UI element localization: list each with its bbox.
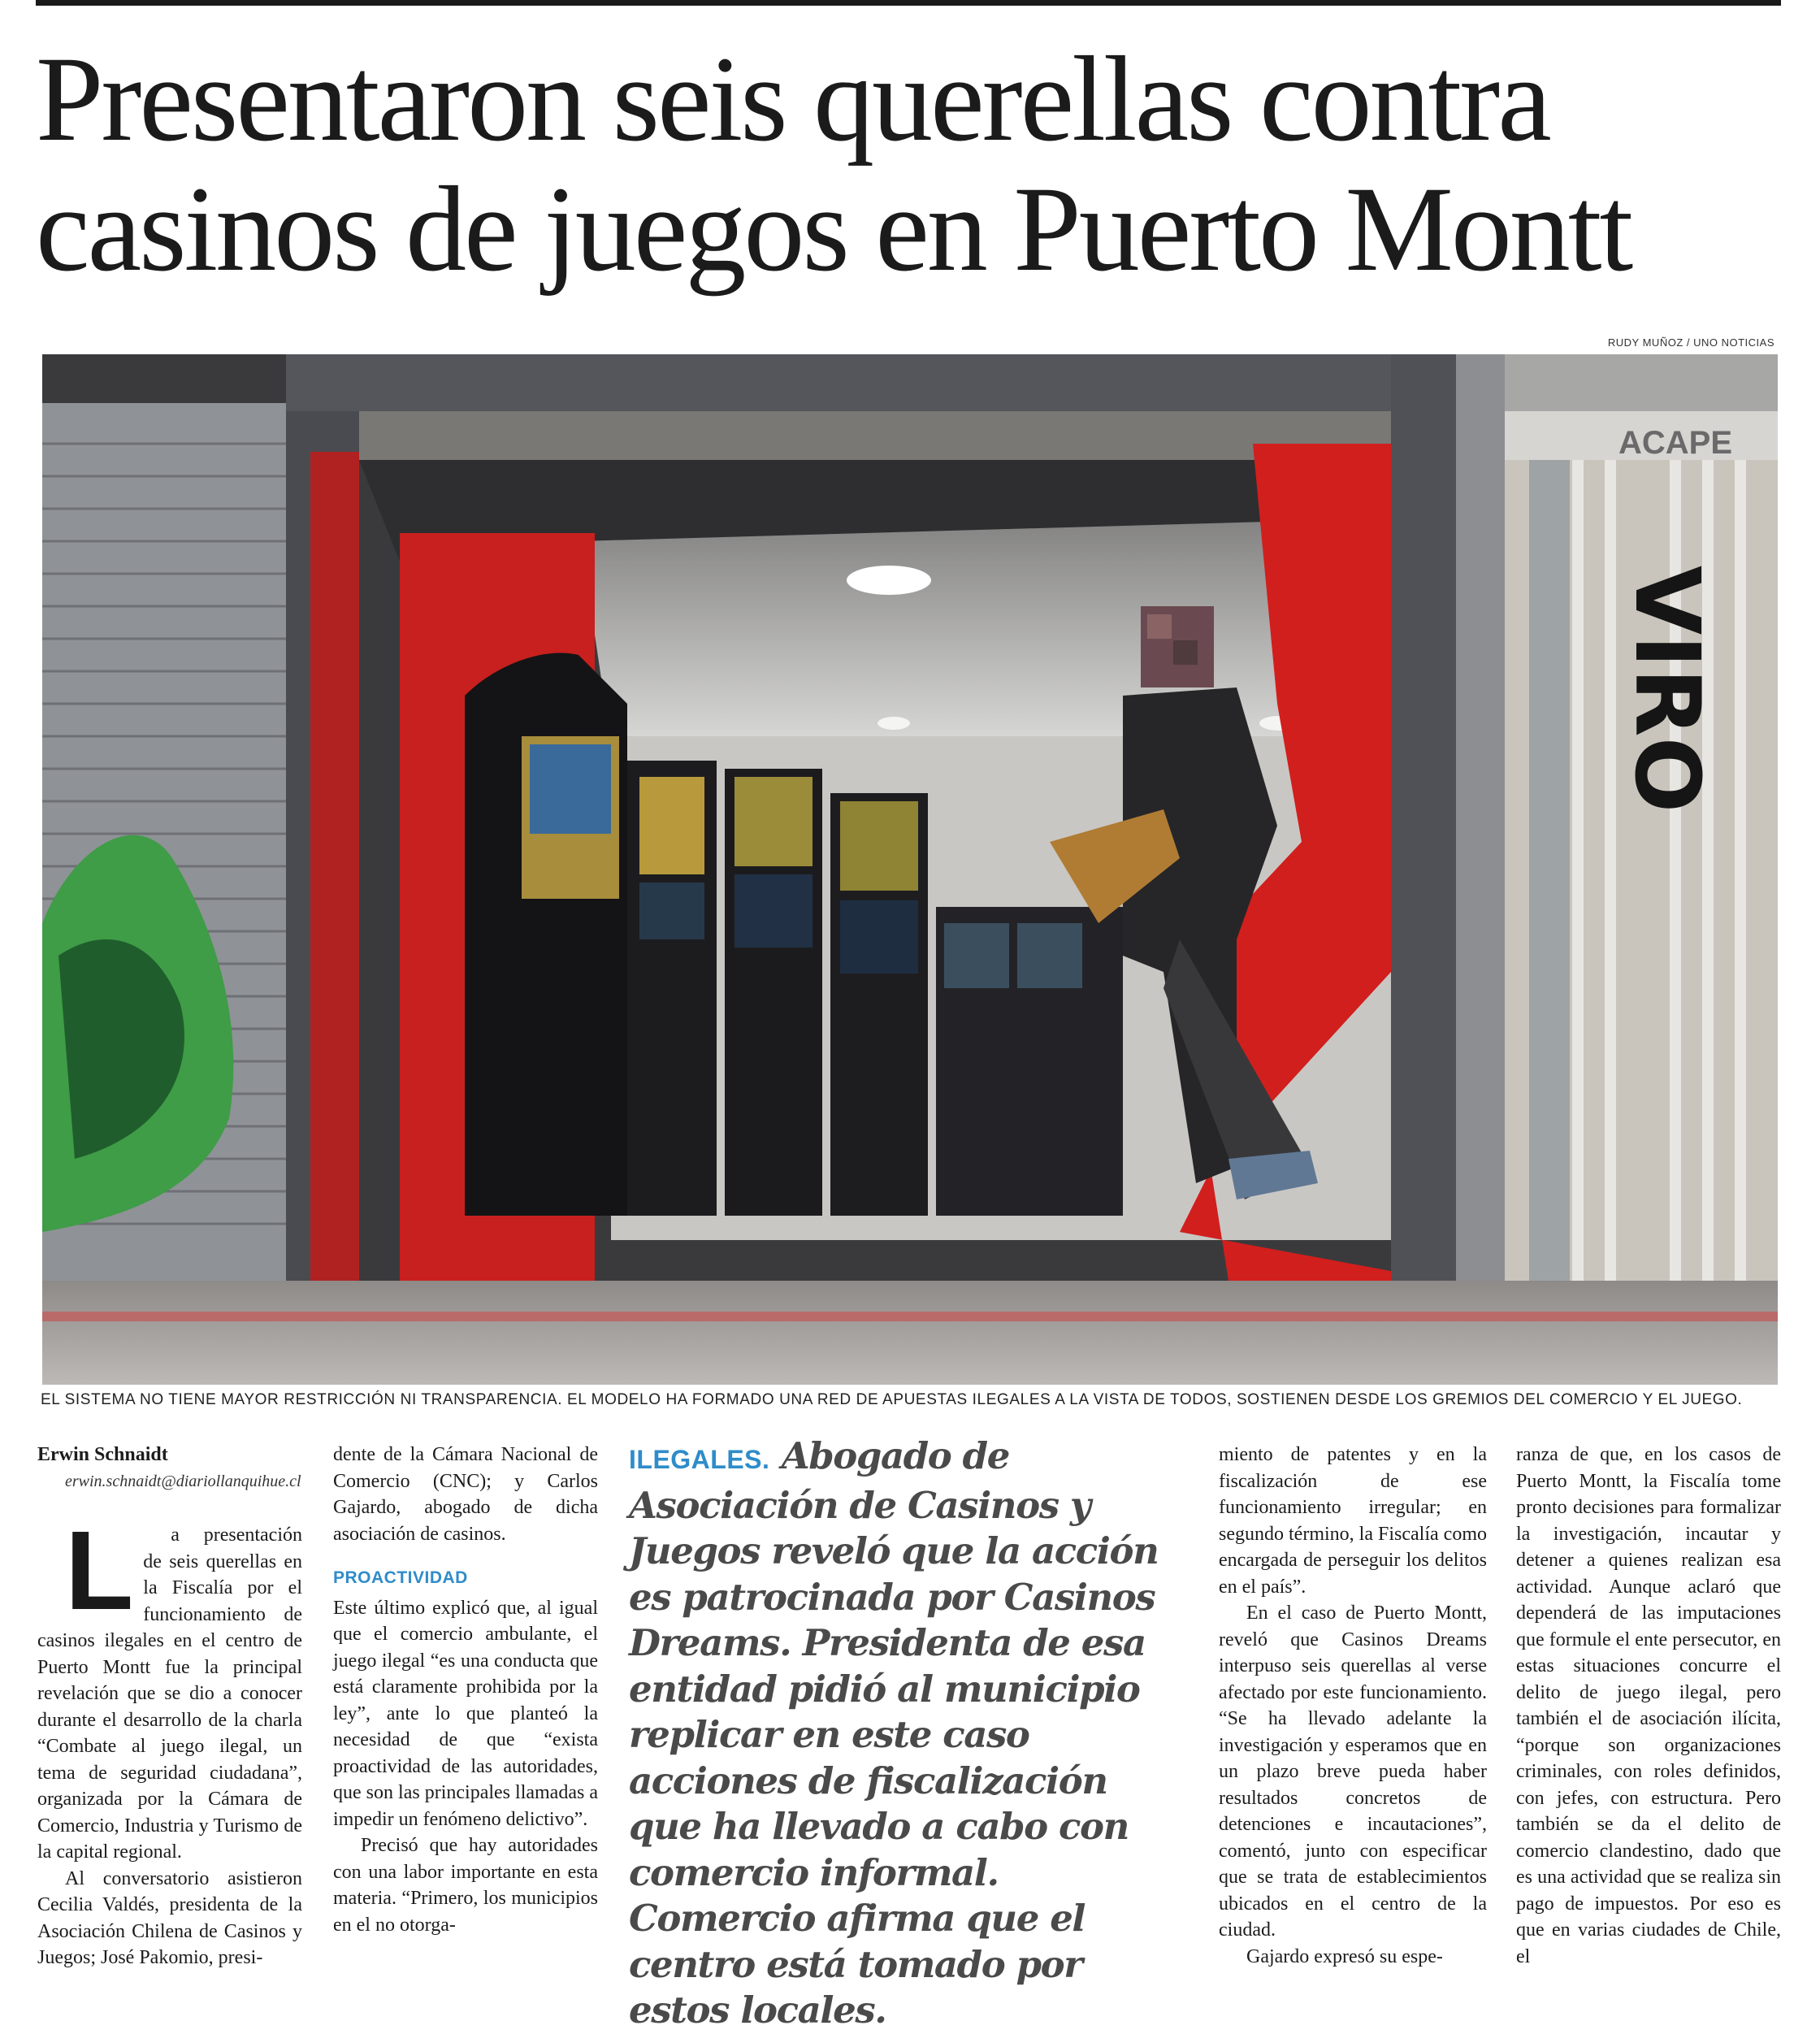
photo-caption: EL SISTEMA NO TIENE MAYOR RESTRICCIÓN NI TRANSPARENCIA. EL MODELO HA FORMADO UNA RED DE APUESTAS ILEGALES A LA VISTA DE TODOS, SOSTIENEN DESDE LOS GREMIOS DEL COMERCIO Y EL JUEGO.	[41, 1391, 1743, 1408]
pull-quote-tag: ILEGALES.	[629, 1445, 770, 1474]
paragraph: Al conversatorio asistieron Cecilia Valdés, presidenta de la Asociación Chilena de Casinos y Juegos; José Pakomio, presi-	[37, 1867, 302, 1968]
dropcap: L	[65, 1508, 134, 1633]
pull-quote-text: Abogado de Asociación de Casinos y Juegos reveló que la acción es patrocinada por Casinos Dreams. Presidenta de esa entidad pidió al municipio replicar en este caso acciones de fiscalización que ha llevado a cabo con comercio informal. Comercio afirma que el centro está tomado por estos locales.	[629, 1434, 1159, 2032]
subhead: PROACTIVIDAD	[333, 1568, 468, 1587]
graffiti-text: VIRO	[1615, 566, 1719, 813]
paragraph: En el caso de Puerto Montt, reveló que Casinos Dreams interpuso seis querellas al verse afectado por este funcionamiento. “Se ha llevado adelante la investigación y esperamos que en un plazo breve pueda haber resultados concretos de detenciones e incautaciones”, comentó, junto con especificar que se trata de establecimientos ubicados en el centro de la ciudad.	[1219, 1602, 1487, 1941]
photo-illustration	[42, 354, 1778, 1385]
byline-email[interactable]: erwin.schnaidt@diariollanquihue.cl	[65, 1472, 301, 1490]
article-column-4	[1219, 1442, 1487, 1970]
paragraph: L a presentación de seis querellas en la Fiscalía por el funcionamiento de casinos ilegales en el centro de Puerto Montt fue la principal revelación que se dio a conocer durante el desarrollo de la charla “Combate al juego ilegal, un tema de seguridad ciudadana”, organizada por la Cámara de Comercio, Industria y Turismo de la capital regional.	[37, 1508, 302, 1863]
pull-quote	[629, 1433, 1190, 2034]
sign-text: ACAPE	[1618, 425, 1733, 461]
paragraph: dente de la Cámara Nacional de Comercio (CNC); y Carlos Gajardo, abogado de dicha asociación de casinos.	[333, 1444, 598, 1545]
headline-line-2: casinos de juegos en Puerto Montt	[36, 162, 1632, 297]
paragraph: Este último explicó que, al igual que el comercio ambulante, el juego ilegal “es una conducta que está claramente prohibida por la ley”, ante lo que planteó la necesidad de que “exista proactividad de las autoridades, que son las principales llamadas a impedir un fenómeno delictivo”.	[333, 1597, 598, 1830]
byline-author: Erwin Schnaidt	[37, 1444, 168, 1465]
article-column-2	[333, 1442, 598, 1938]
headline-line-1: Presentaron seis querellas contra	[36, 32, 1549, 167]
paragraph: Gajardo expresó su espe-	[1246, 1945, 1443, 1967]
article-column-5	[1516, 1442, 1781, 1970]
top-rule	[36, 0, 1781, 6]
paragraph: miento de patentes y en la fiscalización de ese funcionamiento irregular; en segundo término, la Fiscalía como encargada de perseguir los delitos en el país”.	[1219, 1444, 1487, 1598]
photo-credit: RUDY MUÑOZ / UNO NOTICIAS	[1607, 336, 1774, 349]
ceiling-lamp	[847, 566, 931, 595]
photo-illegal-casino	[42, 354, 1778, 1385]
paragraph: ranza de que, en los casos de Puerto Montt, la Fiscalía tome pronto decisiones para formalizar la investigación, incautar y detener a quienes realizan esa actividad. Aunque aclaró que dependerá de las imputaciones que formule el ente persecutor, en estas situaciones concurre el delito de juego ilegal, pero también el de asociación ilícita, “porque son organizaciones criminales, con roles definidos, con jefes, con estructura. Pero también se da el delito de comercio clandestino, dado que es una actividad que se realiza sin pago de impuestos. Por eso es que en varias ciudades de Chile, el	[1516, 1444, 1781, 1967]
article-column-1	[37, 1442, 302, 1971]
headline	[36, 32, 1791, 297]
paragraph: Precisó que hay autoridades con una labor importante en esta materia. “Primero, los municipios en el no otorga-	[333, 1835, 598, 1936]
